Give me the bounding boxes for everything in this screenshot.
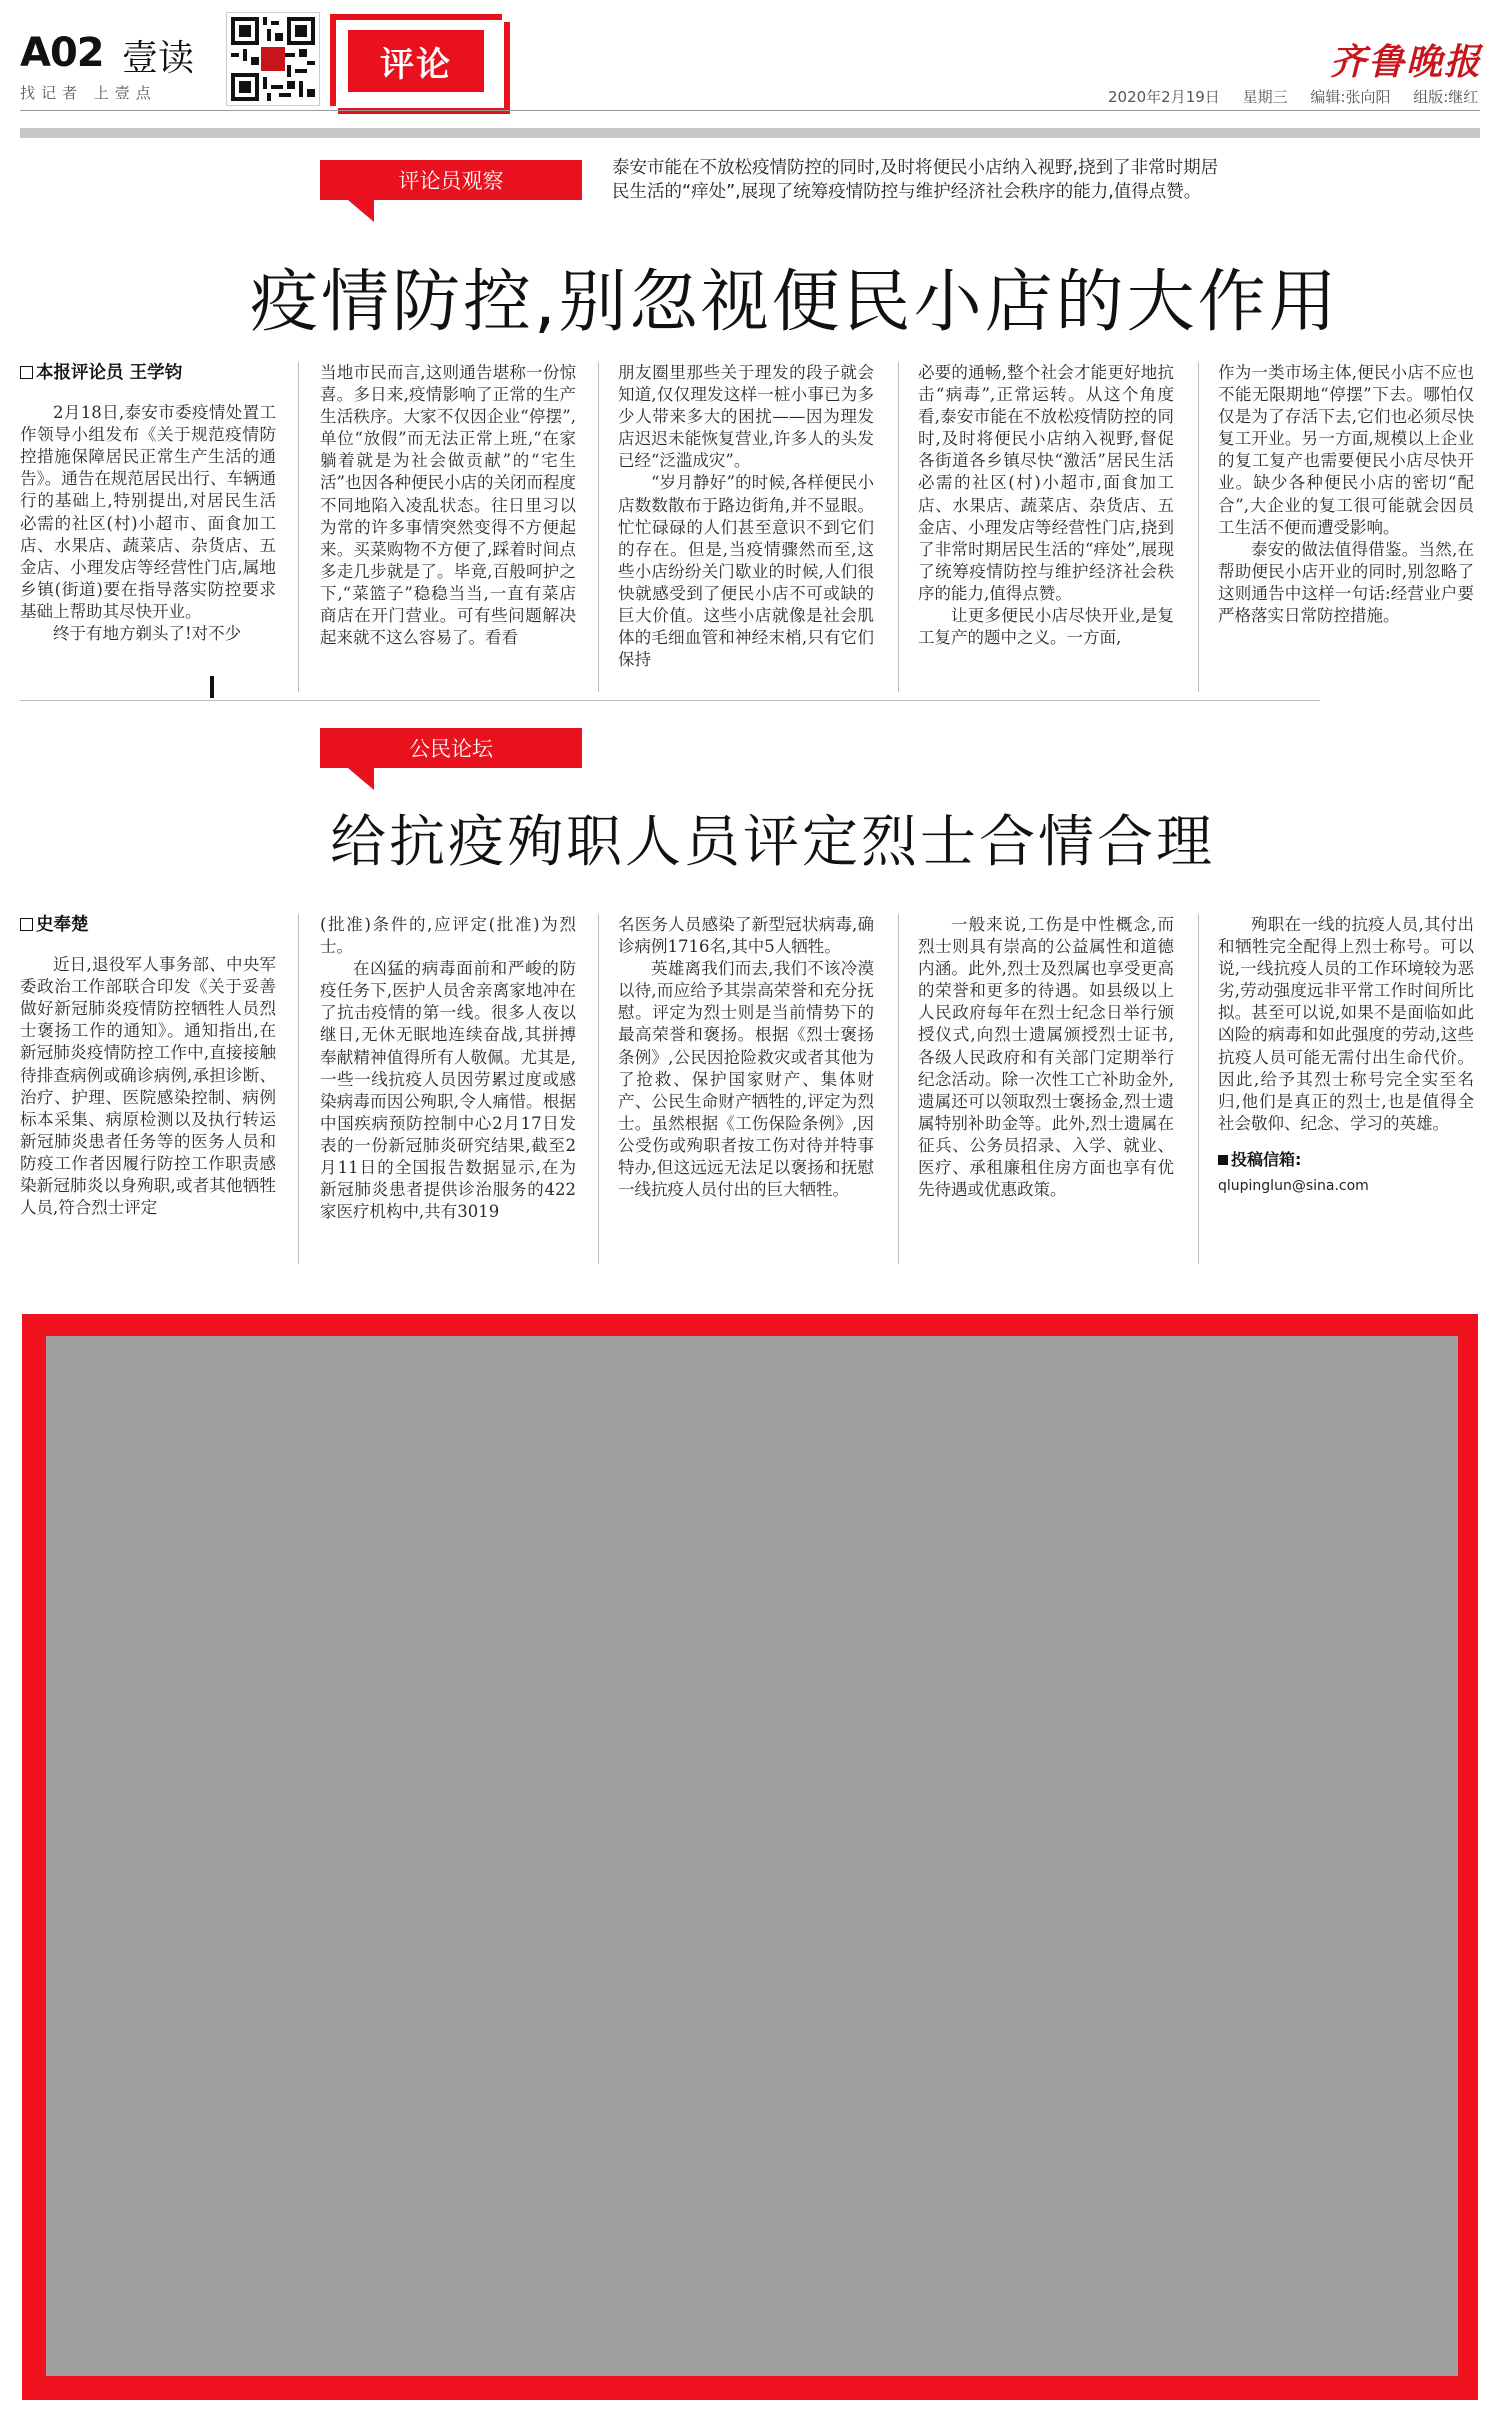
- article1-tag: 评论员观察: [320, 160, 582, 200]
- article1-column-4: [918, 362, 1174, 649]
- article1-column-1: [20, 362, 276, 645]
- paragraph: 让更多便民小店尽快开业,是复工复产的题中之义。一方面,: [918, 606, 1174, 648]
- issue-date: 2020年2月19日: [1108, 88, 1220, 106]
- end-mark-icon: [210, 676, 214, 698]
- paragraph: 在凶猛的病毒面前和严峻的防疫任务下,医护人员舍亲离家地冲在了抗击疫情的第一线。很多人夜以继日,无休无眠地连续奋战,其拼搏奉献精神值得所有人敬佩。尤其是,一些一线抗疫人员因劳累过度或感染病毒而因公殉职,令人痛惜。根据中国疾病预防控制中心2月17日发表的一份新冠肺炎研究结果,截至2月11日的全国报告数据显示,在为新冠肺炎患者提供诊治服务的422家医疗机构中,共有3019: [320, 959, 576, 1222]
- column-divider: [598, 362, 599, 692]
- column-divider: [1198, 914, 1199, 1264]
- article1-column-3: [618, 362, 874, 671]
- header-divider: [20, 110, 1480, 111]
- article2-column-4: [918, 914, 1174, 1201]
- layout-credit: 组版:继红: [1413, 88, 1479, 106]
- contact-label: 投稿信箱:: [1218, 1149, 1474, 1171]
- paragraph: (批准)条件的,应评定(批准)为烈士。: [320, 915, 576, 957]
- article2-column-3: [618, 914, 874, 1201]
- paragraph: 殉职在一线的抗疫人员,其付出和牺牲完全配得上烈士称号。可以说,一线抗疫人员的工作环境较为恶劣,劳动强度远非平常工作时间所比拟。甚至可以说,如果不是面临如此凶险的病毒和如此强度的劳动,这些抗疫人员可能无需付出生命代价。因此,给予其烈士称号完全实至名归,他们是真正的烈士,也是值得全社会敬仰、纪念、学习的英雄。: [1218, 915, 1474, 1133]
- article2-column-5: [1218, 914, 1474, 1197]
- qr-code-icon[interactable]: [226, 12, 320, 106]
- paragraph: 朋友圈里那些关于理发的段子就会知道,仅仅理发这样一桩小事已为多少人带来多大的困扰——因为理发店迟迟未能恢复营业,许多人的头发已经“泛滥成灾”。: [618, 363, 874, 471]
- column-divider: [298, 914, 299, 1264]
- article1-column-2: [320, 362, 576, 649]
- article2-tag: 公民论坛: [320, 728, 582, 768]
- paragraph: 作为一类市场主体,便民小店不应也不能无限期地“停摆”下去。哪怕仅仅是为了存活下去,它们也必须尽快复工开业。另一方面,规模以上企业的复工复产也需要便民小店尽快开业。缺少各种便民小店的密切“配合”,大企业的复工很可能就会因员工生活不便而遭受影响。: [1218, 363, 1474, 537]
- contact-email-link[interactable]: qlupinglun@sina.com: [1218, 1178, 1369, 1195]
- paragraph: 一般来说,工伤是中性概念,而烈士则具有崇高的公益属性和道德内涵。此外,烈士及烈属也享受更高的荣誉和更多的待遇。如县级以上人民政府每年在烈士纪念日举行颁授仪式,向烈士遗属颁授烈士证书,各级人民政府和有关部门定期举行纪念活动。除一次性工亡补助金外,遗属还可以领取烈士褒扬金,烈士遗属特别补助金等。此外,烈士遗属在征兵、公务员招录、入学、就业、医疗、承租廉租住房方面也享有优先待遇或优惠政策。: [918, 915, 1174, 1200]
- article2-column-2: [320, 914, 576, 1223]
- paragraph: 英雄离我们而去,我们不该冷漠以待,而应给予其崇高荣誉和充分抚慰。评定为烈士则是当前情势下的最高荣誉和褒扬。根据《烈士褒扬条例》,公民因抢险救灾或者其他为了抢救、保护国家财产、集体财产、公民生命财产牺牲的,评定为烈士。虽然根据《工伤保险条例》,因公受伤或殉职者按工伤对待并特事特办,但这远远无法足以褒扬和抚慰一线抗疫人员付出的巨大牺牲。: [618, 959, 874, 1200]
- section-slogan: 找记者 上壹点: [20, 84, 157, 102]
- paragraph: 当地市民而言,这则通告堪称一份惊喜。多日来,疫情影响了正常的生产生活秩序。大家不仅因企业“停摆”,单位“放假”而无法正常上班,“在家躺着就是为社会做贡献”的“宅生活”也因各种便民小店的关闭而程度不同地陷入凌乱状态。往日里习以为常的许多事情突然变得不方便起来。买菜购物不方便了,踩着时间点多走几步就是了。毕竟,百般呵护之下,“菜篮子”稳稳当当,一直有菜店商店在开门营业。可有些问题解决起来就不这么容易了。看看: [320, 363, 576, 648]
- newspaper-logo: 齐鲁晚报: [1329, 41, 1482, 83]
- section-name: 壹读: [122, 38, 195, 79]
- paragraph: 2月18日,泰安市委疫情处置工作领导小组发布《关于规范疫情防控措施保障居民正常生产生活的通告》。通告在规范居民出行、车辆通行的基础上,特别提出,对居民生活必需的社区(村)小超市、面食加工店、水果店、蔬菜店、杂货店、五金店、小理发店等经营性门店,属地乡镇(街道)要在指导落实防控要求基础上帮助其尽快开业。: [20, 403, 276, 621]
- paragraph: “岁月静好”的时候,各样便民小店数数散布于路边街角,并不显眼。忙忙碌碌的人们甚至意识不到它们的存在。但是,当疫情骤然而至,这些小店纷纷关门歇业的时候,人们很快就感受到了便民小店不可或缺的巨大价值。这些小店就像是社会肌体的毛细血管和神经末梢,只有它们保持: [618, 473, 874, 670]
- issue-meta: [1108, 86, 1484, 107]
- paragraph: 名医务人员感染了新型冠状病毒,确诊病例1716名,其中5人牺牲。: [618, 915, 874, 957]
- column-divider: [298, 362, 299, 692]
- advertisement-placeholder[interactable]: [46, 1336, 1458, 2376]
- column-divider: [598, 914, 599, 1264]
- header-gray-bar: [20, 128, 1480, 138]
- issue-weekday: 星期三: [1242, 88, 1288, 106]
- column-divider: [1198, 362, 1199, 692]
- article1-column-5: [1218, 362, 1474, 627]
- column-divider: [898, 362, 899, 692]
- article2-headline[interactable]: 给抗疫殉职人员评定烈士合情合理: [330, 810, 1215, 875]
- column-tag: 评论: [348, 30, 484, 92]
- article2-byline: 史奉楚: [20, 914, 276, 936]
- paragraph: 必要的通畅,整个社会才能更好地抗击“病毒”,正常运转。从这个角度看,泰安市能在不放松疫情防控的同时,及时将便民小店纳入视野,督促各街道各乡镇尽快“激活”居民生活必需的社区(村)小超市,面食加工店、水果店、蔬菜店、杂货店、五金店、小理发店等经营性门店,挠到了非常时期居民生活的“痒处”,展现了统筹疫情防控与维护经济社会秩序的能力,值得点赞。: [918, 363, 1174, 603]
- paragraph: 终于有地方剃头了!对不少: [53, 624, 242, 644]
- editor-credit: 编辑:张向阳: [1310, 88, 1391, 106]
- article2-column-1: [20, 914, 276, 1219]
- article1-byline: 本报评论员 王学钧: [20, 362, 276, 384]
- column-divider: [898, 914, 899, 1264]
- article1-lead: 泰安市能在不放松疫情防控的同时,及时将便民小店纳入视野,挠到了非常时期居民生活的“痒处”,展现了统筹疫情防控与维护经济社会秩序的能力,值得点赞。: [612, 158, 1219, 202]
- paragraph: 近日,退役军人事务部、中央军委政治工作部联合印发《关于妥善做好新冠肺炎疫情防控牺牲人员烈士褒扬工作的通知》。通知指出,在新冠肺炎疫情防控工作中,直接接触待排查病例或确诊病例,承担诊断、治疗、护理、医院感染控制、病例标本采集、病原检测以及执行转运新冠肺炎患者任务等的医务人员和防疫工作者因履行防控工作职责感染新冠肺炎以身殉职,或者其他牺牲人员,符合烈士评定: [20, 955, 276, 1218]
- paragraph: 泰安的做法值得借鉴。当然,在帮助便民小店开业的同时,别忽略了这则通告中这样一句话:经营业户要严格落实日常防控措施。: [1218, 539, 1474, 626]
- page-number: A02: [20, 30, 104, 76]
- article1-headline[interactable]: 疫情防控,别忽视便民小店的大作用: [250, 263, 1340, 342]
- article-divider: [20, 700, 1320, 701]
